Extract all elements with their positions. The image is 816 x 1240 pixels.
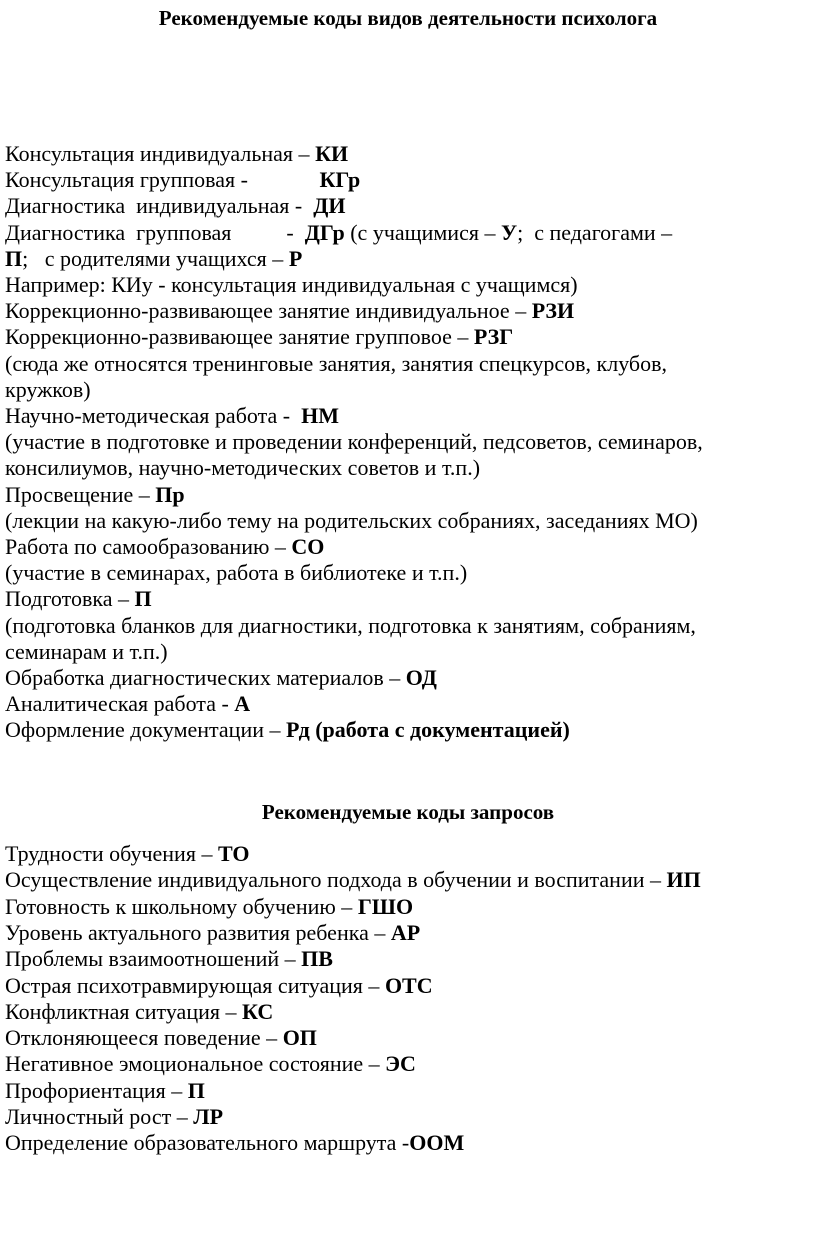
activity-line [5,560,467,586]
activity-line [5,691,250,717]
item-text: ; с родителями учащихся – [22,245,289,271]
code-label: ЭС [385,1051,416,1077]
item-text: Диагностика групповая - [5,219,305,245]
code-label: КС [241,998,274,1024]
item-text: Оформление документации – [5,717,286,743]
item-text: ; с педагогами – [517,219,673,245]
request-line [5,1051,416,1077]
code-label: Р [288,245,303,271]
activity-line [5,534,324,560]
code-label: А [234,691,251,717]
code-label: ДГр [304,219,345,245]
activity-line [5,613,696,639]
item-text: Профориентация – [5,1077,188,1103]
request-line [5,946,333,972]
item-text: Обработка диагностических материалов – [5,665,406,690]
item-text: Коррекционно-развивающее занятие индивидуальное – [5,298,532,324]
item-text: Конфликтная ситуация – [5,998,242,1024]
code-label: Пр [155,481,185,507]
item-text: Уровень актуального развития ребенка – [5,919,391,945]
code-label: У [500,219,518,245]
item-text: Консультация групповая - [5,167,320,193]
item-text: Проблемы взаимоотношений – [5,946,302,972]
item-text: Осуществление индивидуального подхода в обучении и воспитании – [5,867,667,893]
code-label: СО [291,534,325,559]
activity-line [5,639,168,665]
request-line [5,1104,223,1130]
code-label: ОП [282,1025,317,1051]
item-text: Например: КИу - консультация индивидуальная с учащимся) [5,272,578,297]
request-line [5,920,420,946]
code-label: ПВ [301,946,333,972]
item-text: Определение образовательного маршрута - [5,1130,410,1156]
code-label: ГШО [357,893,414,919]
activity-line [5,455,480,481]
item-text: Отклоняющееся поведение – [5,1025,283,1051]
item-text: Консультация индивидуальная – [5,141,316,166]
activity-line [5,193,345,219]
code-label: КИ [315,141,349,166]
activity-line [5,351,667,377]
item-text: Личностный рост – [5,1104,194,1129]
activity-line [5,482,185,508]
code-label: ОТС [384,972,433,998]
code-label: ТО [217,841,250,866]
item-text: Негативное эмоциональное состояние – [5,1051,386,1077]
code-label: РЗИ [531,298,575,324]
code-label: ДИ [313,193,346,219]
activity-line [5,429,703,455]
item-text: (лекции на какую-либо тему на родительских собраниях, заседаниях МО) [5,507,698,533]
code-label: ИП [666,867,701,893]
item-text: Трудности обучения – [5,841,218,866]
code-label: ЛР [193,1104,224,1129]
title-request-codes: Рекомендуемые коды запросов [261,800,555,824]
request-line [5,894,413,920]
item-text: Диагностика индивидуальная - [5,193,314,219]
item-text: семинарам и т.п.) [5,638,168,664]
request-line [5,1130,464,1156]
request-line [5,1025,317,1051]
item-text: (сюда же относятся тренинговые занятия, занятия спецкурсов, клубов, [5,350,667,376]
code-label: ОД [405,665,437,690]
activity-line [5,246,302,272]
item-text: Аналитическая работа - [5,691,235,717]
item-text: (подготовка бланков для диагностики, подготовка к занятиям, собраниям, [5,612,696,638]
activity-line [5,167,360,193]
code-label: П [134,586,152,612]
code-label: АР [390,919,421,945]
code-label: ООМ [409,1130,465,1156]
item-text: (участие в подготовке и проведении конференций, педсоветов, семинаров, [5,429,703,455]
item-text: Готовность к школьному обучению – [5,893,358,919]
activity-line [5,324,513,350]
code-label: П [187,1077,205,1103]
activity-line [5,220,672,246]
code-label: КГр [319,167,361,193]
activity-line [5,717,570,743]
code-label: РЗГ [473,324,514,350]
activity-line [5,298,574,324]
item-text: Просвещение – [5,481,156,507]
code-label: П [5,245,23,271]
request-line [5,867,701,893]
activity-line [5,272,578,298]
item-text: кружков) [5,376,91,402]
item-text: Подготовка – [5,586,135,612]
item-text: Коррекционно-развивающее занятие групповое – [5,324,474,350]
activity-line [5,141,348,167]
activity-line [5,586,152,612]
activity-line [5,665,437,691]
request-line [5,1078,205,1104]
code-label: НМ [301,403,339,428]
code-label: Рд (работа с документацией) [286,717,570,743]
title-activity-codes: Рекомендуемые коды видов деятельности психолога [158,6,658,30]
activity-line [5,403,339,429]
request-line [5,841,249,867]
request-line [5,999,273,1025]
request-line [5,973,433,999]
activity-line [5,377,91,403]
item-text: (участие в семинарах, работа в библиотеке и т.п.) [5,560,468,586]
activity-line [5,508,698,534]
item-text: консилиумов, научно-методических советов и т.п.) [5,455,481,481]
item-text: (с учащимися – [344,219,501,245]
item-text: Работа по самообразованию – [5,534,292,559]
item-text: Научно-методическая работа - [5,403,302,428]
item-text: Острая психотравмирующая ситуация – [5,972,385,998]
